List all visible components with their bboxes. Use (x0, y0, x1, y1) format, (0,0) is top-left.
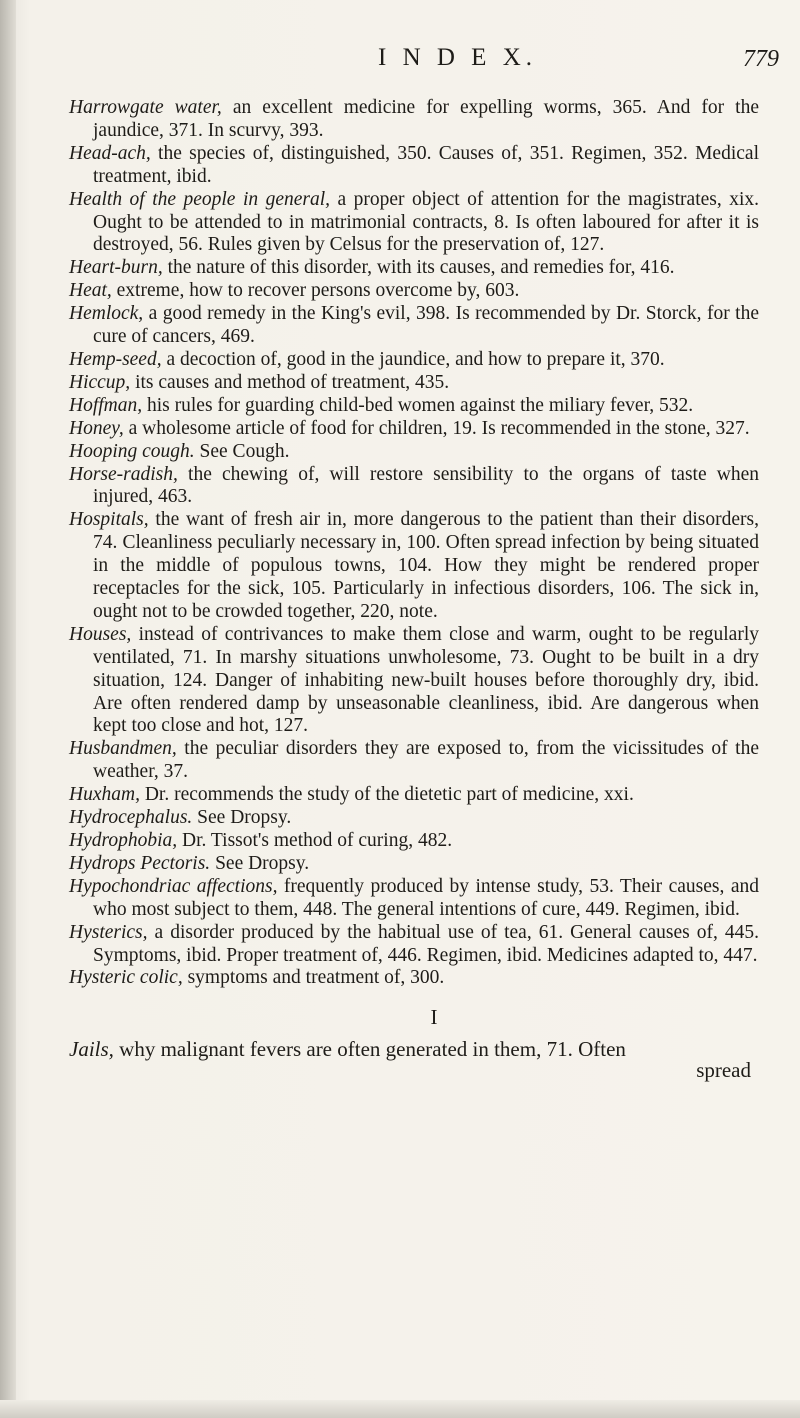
index-term: Hospitals, (69, 509, 149, 531)
index-text: the peculiar disorders they are exposed to, from the vicissitudes of the weather, 37. (93, 738, 759, 783)
index-text: instead of contrivances to make them close and warm, ought to be regularly ventilated, 71. In marshy situations unwholesome, 73. Ought to be built in a dry situation, 124. Danger of inhabiting new-built houses before thoroughly dry, ibid. Are often rendered damp by unseasonable cleanliness, ibid. Are dangerous when kept too close and hot, 127. (93, 623, 759, 737)
index-text: See Cough. (194, 440, 290, 462)
index-text: its causes and method of treatment, 435. (130, 371, 450, 393)
page-bottom-edge (0, 1400, 800, 1418)
index-entry (69, 395, 759, 418)
index-term: Hemlock, (69, 303, 144, 325)
index-text: a wholesome article of food for children, 19. Is recommended in the stone, 327. (123, 417, 750, 439)
index-text: See Dropsy. (192, 807, 292, 829)
gutter-shadow (0, 0, 16, 1418)
index-term: Husbandmen, (69, 738, 177, 760)
running-header (200, 44, 800, 84)
index-entry (69, 967, 759, 990)
index-term: Hypochondriac affections, (69, 875, 278, 897)
index-text: why malignant fevers are often generated in them, 71. Often (113, 1037, 626, 1062)
index-text: the species of, distinguished, 350. Causes of, 351. Regimen, 352. Medical treatment, ibid. (93, 142, 759, 187)
index-entries (69, 97, 759, 1082)
index-entry (69, 280, 759, 303)
index-term: Hydrops Pectoris. (69, 852, 211, 874)
index-text: an excellent medicine for expelling worms, 365. And for the jaundice, 371. In scurvy, 393. (93, 97, 759, 141)
index-text: Dr. Tissot's method of curing, 482. (177, 830, 453, 851)
index-term: Hoffman, (69, 394, 143, 416)
index-entry (69, 143, 759, 189)
index-entry (69, 509, 759, 624)
index-entry (69, 784, 759, 807)
index-entry (69, 349, 759, 372)
index-term: Hydrocephalus. (69, 807, 193, 829)
index-term: Heat, (69, 280, 112, 302)
section-letter: I (430, 1005, 438, 1030)
index-term: Head-ach, (69, 142, 151, 164)
index-term: Jails, (69, 1037, 114, 1062)
index-entry (69, 853, 759, 876)
index-entry (69, 303, 759, 349)
header-title: I N D E X. (378, 44, 538, 71)
index-term: Health of the people in general, (69, 188, 331, 210)
index-text: the chewing of, will restore sensibility to the organs of taste when injured, 463. (93, 463, 759, 508)
index-entry (69, 189, 759, 258)
index-entry (69, 464, 759, 510)
index-entry (69, 257, 759, 280)
index-entry (69, 441, 759, 464)
index-entry (69, 97, 759, 143)
index-text: a proper object of attention for the magistrates, xix. Ought to be attended to in matrimonial contracts, 8. Is often laboured for after it is destroyed, 56. Rules given by Celsus for the preservation of, 127. (93, 188, 760, 256)
index-entry (69, 807, 759, 830)
index-entry (69, 1037, 759, 1061)
page-number: 779 (743, 46, 779, 72)
index-entry (69, 372, 759, 395)
index-term: Horse-radish, (69, 463, 178, 485)
index-entry (69, 830, 759, 853)
index-term: Honey, (69, 417, 124, 439)
index-term: Hiccup, (69, 371, 131, 393)
index-term: Hooping cough. (69, 440, 195, 462)
index-term: Heart-burn, (69, 257, 163, 279)
index-entry (69, 624, 759, 739)
index-text: a decoction of, good in the jaundice, and how to prepare it, 370. (161, 348, 665, 370)
index-text: See Dropsy. (210, 852, 310, 874)
index-term: Hysterics, (69, 921, 148, 943)
index-text: Dr. recommends the study of the dietetic part of medicine, xxi. (139, 784, 634, 806)
index-text: frequently produced by intense study, 53. Their causes, and who most subject to them, 448. The general intentions of cure, 449. Regimen, ibid. (93, 875, 759, 920)
index-text: a disorder produced by the habitual use of tea, 61. General causes of, 445. Symptoms, ibid. Proper treatment of, 446. Regimen, ibid. Medicines adapted to, 447. (93, 921, 759, 966)
index-text: his rules for guarding child-bed women against the miliary fever, 532. (142, 394, 694, 416)
index-term: Harrowgate water, (69, 97, 222, 118)
index-term: Hysteric colic, (69, 967, 183, 989)
index-term: Houses, (69, 623, 132, 645)
catchword: spread (696, 1058, 751, 1083)
entries-list (69, 97, 759, 990)
index-text: the nature of this disorder, with its causes, and remedies for, 416. (162, 257, 675, 279)
index-text: symptoms and treatment of, 300. (182, 967, 445, 989)
index-entry (69, 418, 759, 441)
index-text: a good remedy in the King's evil, 398. Is recommended by Dr. Storck, for the cure of cancers, 469. (93, 303, 759, 348)
index-term: Hydrophobia, (69, 830, 178, 851)
index-term: Hemp-seed, (69, 348, 162, 370)
index-entry (69, 922, 759, 968)
index-text: the want of fresh air in, more dangerous to the patient than their disorders, 74. Cleanliness peculiarly necessary in, 100. Often spread infection by being situated in the middle of populous towns, 104. How they might be rendered proper receptacles for the sick, 105. Particularly in infectious disorders, 106. The sick in, ought not to be crowded together, 220, note. (93, 509, 759, 622)
index-entry (69, 738, 759, 784)
index-term: Huxham, (69, 784, 140, 806)
index-entry (69, 876, 759, 922)
index-text: extreme, how to recover persons overcome by, 603. (111, 280, 520, 302)
